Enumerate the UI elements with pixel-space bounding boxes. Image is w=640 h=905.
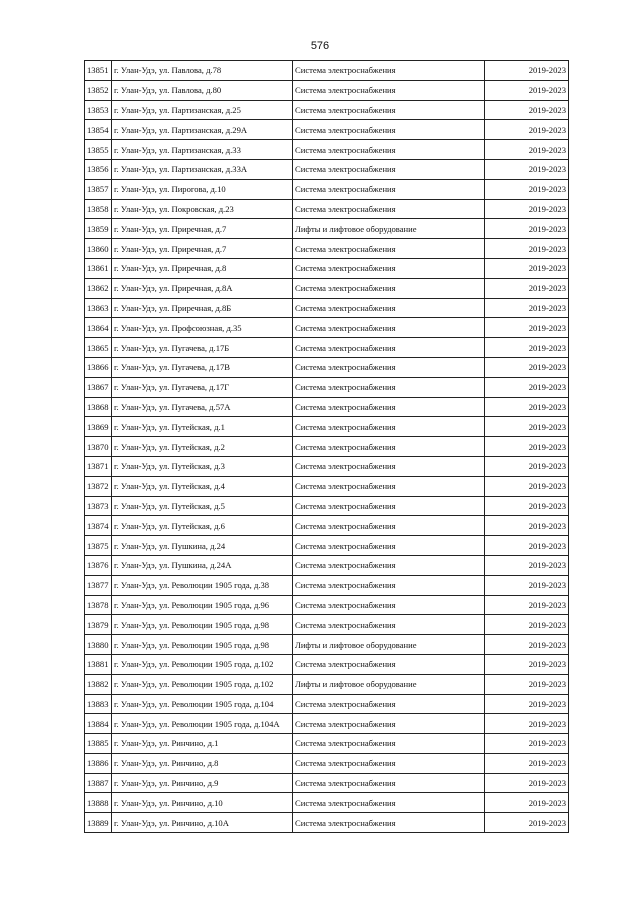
period-cell: 2019-2023 (485, 338, 569, 358)
table-row (85, 159, 569, 179)
table-row (85, 496, 569, 516)
address-cell: г. Улан-Удэ, ул. Революции 1905 года, д.38 (112, 575, 293, 595)
table-row (85, 674, 569, 694)
address-cell: г. Улан-Удэ, ул. Ринчино, д.8 (112, 753, 293, 773)
row-number-cell: 13887 (85, 773, 112, 793)
row-number-cell: 13859 (85, 219, 112, 239)
address-cell: г. Улан-Удэ, ул. Партизанская, д.33А (112, 159, 293, 179)
period-cell: 2019-2023 (485, 813, 569, 833)
period-cell: 2019-2023 (485, 456, 569, 476)
address-cell: г. Улан-Удэ, ул. Пугачева, д.57А (112, 397, 293, 417)
period-cell: 2019-2023 (485, 694, 569, 714)
period-cell: 2019-2023 (485, 199, 569, 219)
work-type-cell: Система электроснабжения (293, 239, 485, 259)
address-cell: г. Улан-Удэ, ул. Ринчино, д.10 (112, 793, 293, 813)
work-type-cell: Система электроснабжения (293, 298, 485, 318)
period-cell: 2019-2023 (485, 516, 569, 536)
row-number-cell: 13862 (85, 278, 112, 298)
period-cell: 2019-2023 (485, 437, 569, 457)
period-cell: 2019-2023 (485, 536, 569, 556)
period-cell: 2019-2023 (485, 357, 569, 377)
table-row (85, 555, 569, 575)
work-type-cell: Система электроснабжения (293, 278, 485, 298)
address-cell: г. Улан-Удэ, ул. Приречная, д.7 (112, 239, 293, 259)
row-number-cell: 13866 (85, 357, 112, 377)
table-row (85, 239, 569, 259)
work-type-cell: Система электроснабжения (293, 357, 485, 377)
table-row (85, 179, 569, 199)
period-cell: 2019-2023 (485, 140, 569, 160)
work-type-cell: Лифты и лифтовое оборудование (293, 674, 485, 694)
table-row (85, 100, 569, 120)
period-cell: 2019-2023 (485, 674, 569, 694)
row-number-cell: 13873 (85, 496, 112, 516)
work-type-cell: Система электроснабжения (293, 714, 485, 734)
table-row (85, 615, 569, 635)
period-cell: 2019-2023 (485, 476, 569, 496)
address-cell: г. Улан-Удэ, ул. Ринчино, д.1 (112, 734, 293, 754)
table-row (85, 793, 569, 813)
work-type-cell: Система электроснабжения (293, 654, 485, 674)
row-number-cell: 13883 (85, 694, 112, 714)
row-number-cell: 13882 (85, 674, 112, 694)
work-type-cell: Система электроснабжения (293, 258, 485, 278)
work-type-cell: Система электроснабжения (293, 536, 485, 556)
period-cell: 2019-2023 (485, 61, 569, 81)
table-row (85, 338, 569, 358)
address-cell: г. Улан-Удэ, ул. Пугачева, д.17Г (112, 377, 293, 397)
address-cell: г. Улан-Удэ, ул. Путейская, д.6 (112, 516, 293, 536)
address-cell: г. Улан-Удэ, ул. Приречная, д.7 (112, 219, 293, 239)
work-type-cell: Система электроснабжения (293, 80, 485, 100)
table-row (85, 298, 569, 318)
period-cell: 2019-2023 (485, 555, 569, 575)
row-number-cell: 13867 (85, 377, 112, 397)
period-cell: 2019-2023 (485, 417, 569, 437)
row-number-cell: 13872 (85, 476, 112, 496)
address-cell: г. Улан-Удэ, ул. Пирогова, д.10 (112, 179, 293, 199)
table-row (85, 654, 569, 674)
table-row (85, 734, 569, 754)
table-row (85, 80, 569, 100)
period-cell: 2019-2023 (485, 496, 569, 516)
row-number-cell: 13857 (85, 179, 112, 199)
period-cell: 2019-2023 (485, 318, 569, 338)
row-number-cell: 13869 (85, 417, 112, 437)
table-row (85, 120, 569, 140)
table-row (85, 140, 569, 160)
row-number-cell: 13853 (85, 100, 112, 120)
period-cell: 2019-2023 (485, 575, 569, 595)
period-cell: 2019-2023 (485, 654, 569, 674)
period-cell: 2019-2023 (485, 377, 569, 397)
table-row (85, 357, 569, 377)
registry-table-body (85, 61, 569, 833)
work-type-cell: Система электроснабжения (293, 595, 485, 615)
table-row (85, 476, 569, 496)
period-cell: 2019-2023 (485, 793, 569, 813)
table-row (85, 258, 569, 278)
address-cell: г. Улан-Удэ, ул. Путейская, д.1 (112, 417, 293, 437)
address-cell: г. Улан-Удэ, ул. Революции 1905 года, д.104 (112, 694, 293, 714)
table-row (85, 437, 569, 457)
address-cell: г. Улан-Удэ, ул. Пушкина, д.24А (112, 555, 293, 575)
row-number-cell: 13876 (85, 555, 112, 575)
period-cell: 2019-2023 (485, 80, 569, 100)
table-row (85, 61, 569, 81)
row-number-cell: 13851 (85, 61, 112, 81)
period-cell: 2019-2023 (485, 239, 569, 259)
row-number-cell: 13881 (85, 654, 112, 674)
period-cell: 2019-2023 (485, 773, 569, 793)
period-cell: 2019-2023 (485, 615, 569, 635)
table-row (85, 199, 569, 219)
row-number-cell: 13856 (85, 159, 112, 179)
row-number-cell: 13885 (85, 734, 112, 754)
address-cell: г. Улан-Удэ, ул. Путейская, д.3 (112, 456, 293, 476)
row-number-cell: 13879 (85, 615, 112, 635)
address-cell: г. Улан-Удэ, ул. Партизанская, д.25 (112, 100, 293, 120)
row-number-cell: 13854 (85, 120, 112, 140)
row-number-cell: 13861 (85, 258, 112, 278)
row-number-cell: 13874 (85, 516, 112, 536)
period-cell: 2019-2023 (485, 714, 569, 734)
row-number-cell: 13877 (85, 575, 112, 595)
row-number-cell: 13858 (85, 199, 112, 219)
address-cell: г. Улан-Удэ, ул. Революции 1905 года, д.102 (112, 674, 293, 694)
row-number-cell: 13878 (85, 595, 112, 615)
table-row (85, 456, 569, 476)
period-cell: 2019-2023 (485, 753, 569, 773)
period-cell: 2019-2023 (485, 258, 569, 278)
address-cell: г. Улан-Удэ, ул. Ринчино, д.9 (112, 773, 293, 793)
work-type-cell: Система электроснабжения (293, 437, 485, 457)
address-cell: г. Улан-Удэ, ул. Революции 1905 года, д.104А (112, 714, 293, 734)
address-cell: г. Улан-Удэ, ул. Революции 1905 года, д.96 (112, 595, 293, 615)
row-number-cell: 13865 (85, 338, 112, 358)
table-row (85, 417, 569, 437)
row-number-cell: 13852 (85, 80, 112, 100)
period-cell: 2019-2023 (485, 397, 569, 417)
table-row (85, 714, 569, 734)
address-cell: г. Улан-Удэ, ул. Пушкина, д.24 (112, 536, 293, 556)
work-type-cell: Система электроснабжения (293, 377, 485, 397)
work-type-cell: Система электроснабжения (293, 61, 485, 81)
address-cell: г. Улан-Удэ, ул. Профсоюзная, д.35 (112, 318, 293, 338)
work-type-cell: Система электроснабжения (293, 159, 485, 179)
period-cell: 2019-2023 (485, 219, 569, 239)
address-cell: г. Улан-Удэ, ул. Пугачева, д.17Б (112, 338, 293, 358)
row-number-cell: 13886 (85, 753, 112, 773)
table-row (85, 575, 569, 595)
period-cell: 2019-2023 (485, 595, 569, 615)
work-type-cell: Система электроснабжения (293, 813, 485, 833)
work-type-cell: Система электроснабжения (293, 734, 485, 754)
work-type-cell: Система электроснабжения (293, 793, 485, 813)
address-cell: г. Улан-Удэ, ул. Партизанская, д.29А (112, 120, 293, 140)
work-type-cell: Система электроснабжения (293, 140, 485, 160)
table-row (85, 635, 569, 655)
row-number-cell: 13860 (85, 239, 112, 259)
address-cell: г. Улан-Удэ, ул. Павлова, д.80 (112, 80, 293, 100)
table-row (85, 397, 569, 417)
row-number-cell: 13870 (85, 437, 112, 457)
table-row (85, 536, 569, 556)
address-cell: г. Улан-Удэ, ул. Павлова, д.78 (112, 61, 293, 81)
row-number-cell: 13864 (85, 318, 112, 338)
work-type-cell: Система электроснабжения (293, 456, 485, 476)
work-type-cell: Система электроснабжения (293, 476, 485, 496)
table-row (85, 318, 569, 338)
address-cell: г. Улан-Удэ, ул. Путейская, д.4 (112, 476, 293, 496)
row-number-cell: 13868 (85, 397, 112, 417)
period-cell: 2019-2023 (485, 635, 569, 655)
period-cell: 2019-2023 (485, 120, 569, 140)
work-type-cell: Система электроснабжения (293, 694, 485, 714)
address-cell: г. Улан-Удэ, ул. Пугачева, д.17В (112, 357, 293, 377)
work-type-cell: Система электроснабжения (293, 199, 485, 219)
row-number-cell: 13889 (85, 813, 112, 833)
work-type-cell: Система электроснабжения (293, 120, 485, 140)
table-row (85, 219, 569, 239)
work-type-cell: Система электроснабжения (293, 100, 485, 120)
address-cell: г. Улан-Удэ, ул. Революции 1905 года, д.102 (112, 654, 293, 674)
table-row (85, 595, 569, 615)
period-cell: 2019-2023 (485, 159, 569, 179)
work-type-cell: Система электроснабжения (293, 318, 485, 338)
address-cell: г. Улан-Удэ, ул. Революции 1905 года, д.98 (112, 615, 293, 635)
address-cell: г. Улан-Удэ, ул. Покровская, д.23 (112, 199, 293, 219)
address-cell: г. Улан-Удэ, ул. Путейская, д.2 (112, 437, 293, 457)
address-cell: г. Улан-Удэ, ул. Революции 1905 года, д.98 (112, 635, 293, 655)
table-row (85, 516, 569, 536)
address-cell: г. Улан-Удэ, ул. Приречная, д.8А (112, 278, 293, 298)
work-type-cell: Система электроснабжения (293, 615, 485, 635)
address-cell: г. Улан-Удэ, ул. Приречная, д.8 (112, 258, 293, 278)
work-type-cell: Система электроснабжения (293, 338, 485, 358)
work-type-cell: Система электроснабжения (293, 773, 485, 793)
row-number-cell: 13855 (85, 140, 112, 160)
address-cell: г. Улан-Удэ, ул. Партизанская, д.33 (112, 140, 293, 160)
work-type-cell: Лифты и лифтовое оборудование (293, 219, 485, 239)
table-row (85, 753, 569, 773)
period-cell: 2019-2023 (485, 298, 569, 318)
address-cell: г. Улан-Удэ, ул. Ринчино, д.10А (112, 813, 293, 833)
work-type-cell: Система электроснабжения (293, 555, 485, 575)
period-cell: 2019-2023 (485, 734, 569, 754)
work-type-cell: Система электроснабжения (293, 575, 485, 595)
address-cell: г. Улан-Удэ, ул. Приречная, д.8Б (112, 298, 293, 318)
work-type-cell: Система электроснабжения (293, 179, 485, 199)
period-cell: 2019-2023 (485, 100, 569, 120)
work-type-cell: Система электроснабжения (293, 417, 485, 437)
period-cell: 2019-2023 (485, 278, 569, 298)
work-type-cell: Система электроснабжения (293, 397, 485, 417)
registry-table (84, 60, 569, 833)
work-type-cell: Лифты и лифтовое оборудование (293, 635, 485, 655)
table-row (85, 813, 569, 833)
page-number: 576 (310, 40, 330, 52)
table-row (85, 694, 569, 714)
row-number-cell: 13884 (85, 714, 112, 734)
row-number-cell: 13863 (85, 298, 112, 318)
address-cell: г. Улан-Удэ, ул. Путейская, д.5 (112, 496, 293, 516)
work-type-cell: Система электроснабжения (293, 516, 485, 536)
row-number-cell: 13880 (85, 635, 112, 655)
row-number-cell: 13871 (85, 456, 112, 476)
row-number-cell: 13875 (85, 536, 112, 556)
table-row (85, 278, 569, 298)
table-row (85, 377, 569, 397)
period-cell: 2019-2023 (485, 179, 569, 199)
table-row (85, 773, 569, 793)
row-number-cell: 13888 (85, 793, 112, 813)
work-type-cell: Система электроснабжения (293, 753, 485, 773)
work-type-cell: Система электроснабжения (293, 496, 485, 516)
